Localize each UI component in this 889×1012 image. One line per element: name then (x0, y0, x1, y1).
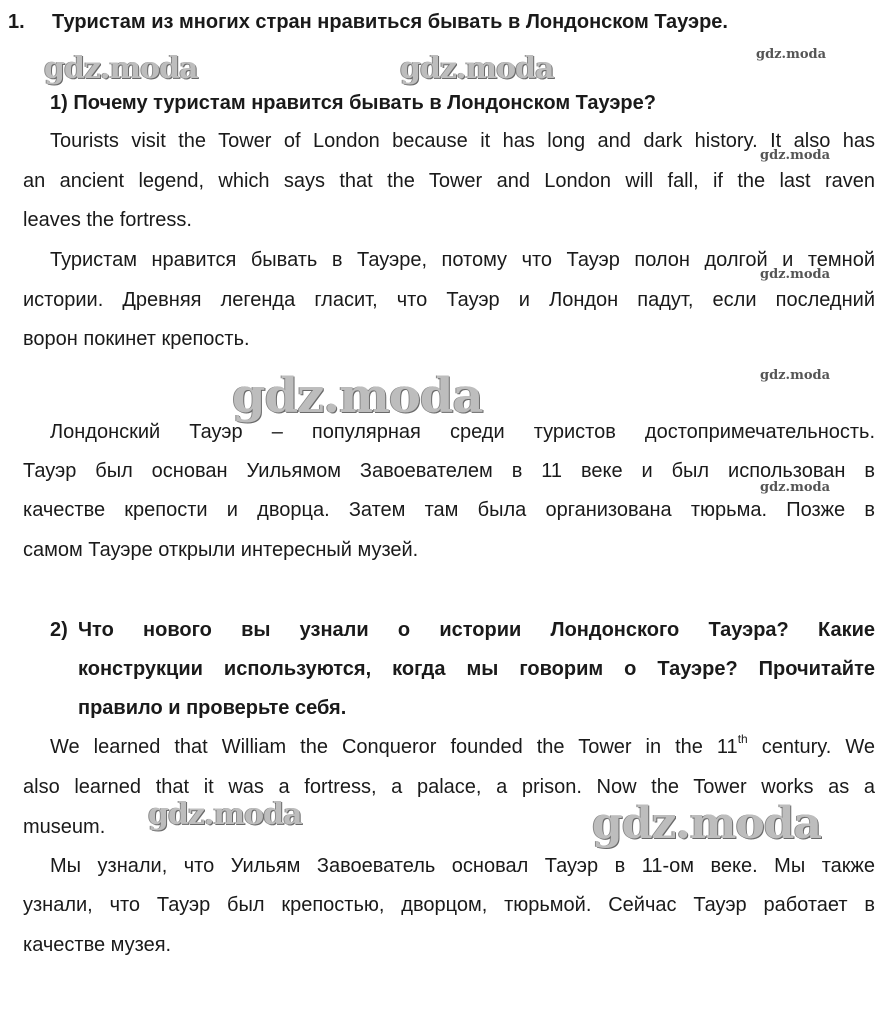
watermark-logo-2: gdz.moda (400, 51, 554, 86)
answer1-en-line2: an ancient legend, which says that the Tower and London will fall, if the last raven (23, 170, 875, 192)
question2-number: 2) (50, 619, 68, 641)
answer1-en-line3: leaves the fortress. (23, 209, 192, 231)
task-number: 1. (8, 11, 25, 33)
task-title: Туристам из многих стран нравиться бывать в Лондонском Тауэре. (52, 11, 728, 33)
watermark-logo-5: gdz.moda (592, 798, 822, 849)
question1-label: Почему туристам нравится бывать в Лондонском Тауэре? (73, 92, 656, 114)
watermark-small-3: gdz.moda (760, 267, 831, 282)
watermark-small-4: gdz.moda (760, 368, 831, 383)
answer1-en-line1: Tourists visit the Tower of London because it has long and dark history. It also has (50, 130, 875, 152)
question2-line1: Что нового вы узнали о истории Лондонского Тауэра? Какие (78, 619, 875, 641)
answer2-en-line2: also learned that it was a fortress, a palace, a prison. Now the Tower works as a (23, 776, 875, 798)
answer2-ru-line3: качестве музея. (23, 934, 172, 956)
paragraph3-line4: самом Тауэре открыли интересный музей. (23, 539, 419, 561)
watermark-small-1: gdz.moda (756, 47, 827, 62)
watermark-small-2: gdz.moda (760, 148, 831, 163)
answer2-ru-line2: узнали, что Тауэр был крепостью, дворцом, тюрьмой. Сейчас Тауэр работает в (23, 894, 875, 916)
watermark-logo-4: gdz.moda (148, 797, 302, 832)
answer2-en-line1-end: century. We (747, 736, 876, 758)
answer1-ru-line1: Туристам нравится бывать в Тауэре, потому что Тауэр полон долгой и темной (50, 249, 875, 271)
answer1-ru-line2: истории. Древняя легенда гласит, что Тауэр и Лондон падут, если последний (23, 289, 875, 311)
paragraph3-line3: качестве крепости и дворца. Затем там была организована тюрьма. Позже в (23, 499, 875, 521)
answer1-ru-line3: ворон покинет крепость. (23, 328, 250, 350)
question2-line3: правило и проверьте себя. (78, 697, 347, 719)
answer2-en-line1 (50, 732, 876, 759)
paragraph3-line2: Тауэр был основан Уильямом Завоевателем в 11 веке и был использован в (23, 460, 875, 482)
answer2-en-superscript: th (737, 732, 748, 747)
question1-text (50, 91, 656, 115)
watermark-logo-3: gdz.moda (232, 368, 483, 424)
watermark-small-5: gdz.moda (760, 480, 831, 495)
watermark-logo-1: gdz.moda (44, 51, 198, 86)
question2-line2: конструкции используются, когда мы говорим о Тауэре? Прочитайте (78, 658, 875, 680)
answer2-en-line1-start: We learned that William the Conqueror founded the Tower in the 11 (50, 736, 738, 758)
question1-number: 1) (50, 92, 68, 114)
answer2-ru-line1: Мы узнали, что Уильям Завоеватель основал Тауэр в 11-ом веке. Мы также (50, 855, 875, 877)
paragraph3-line1: Лондонский Тауэр – популярная среди туристов достопримечательность. (50, 421, 875, 443)
answer2-en-line3: museum. (23, 816, 106, 838)
